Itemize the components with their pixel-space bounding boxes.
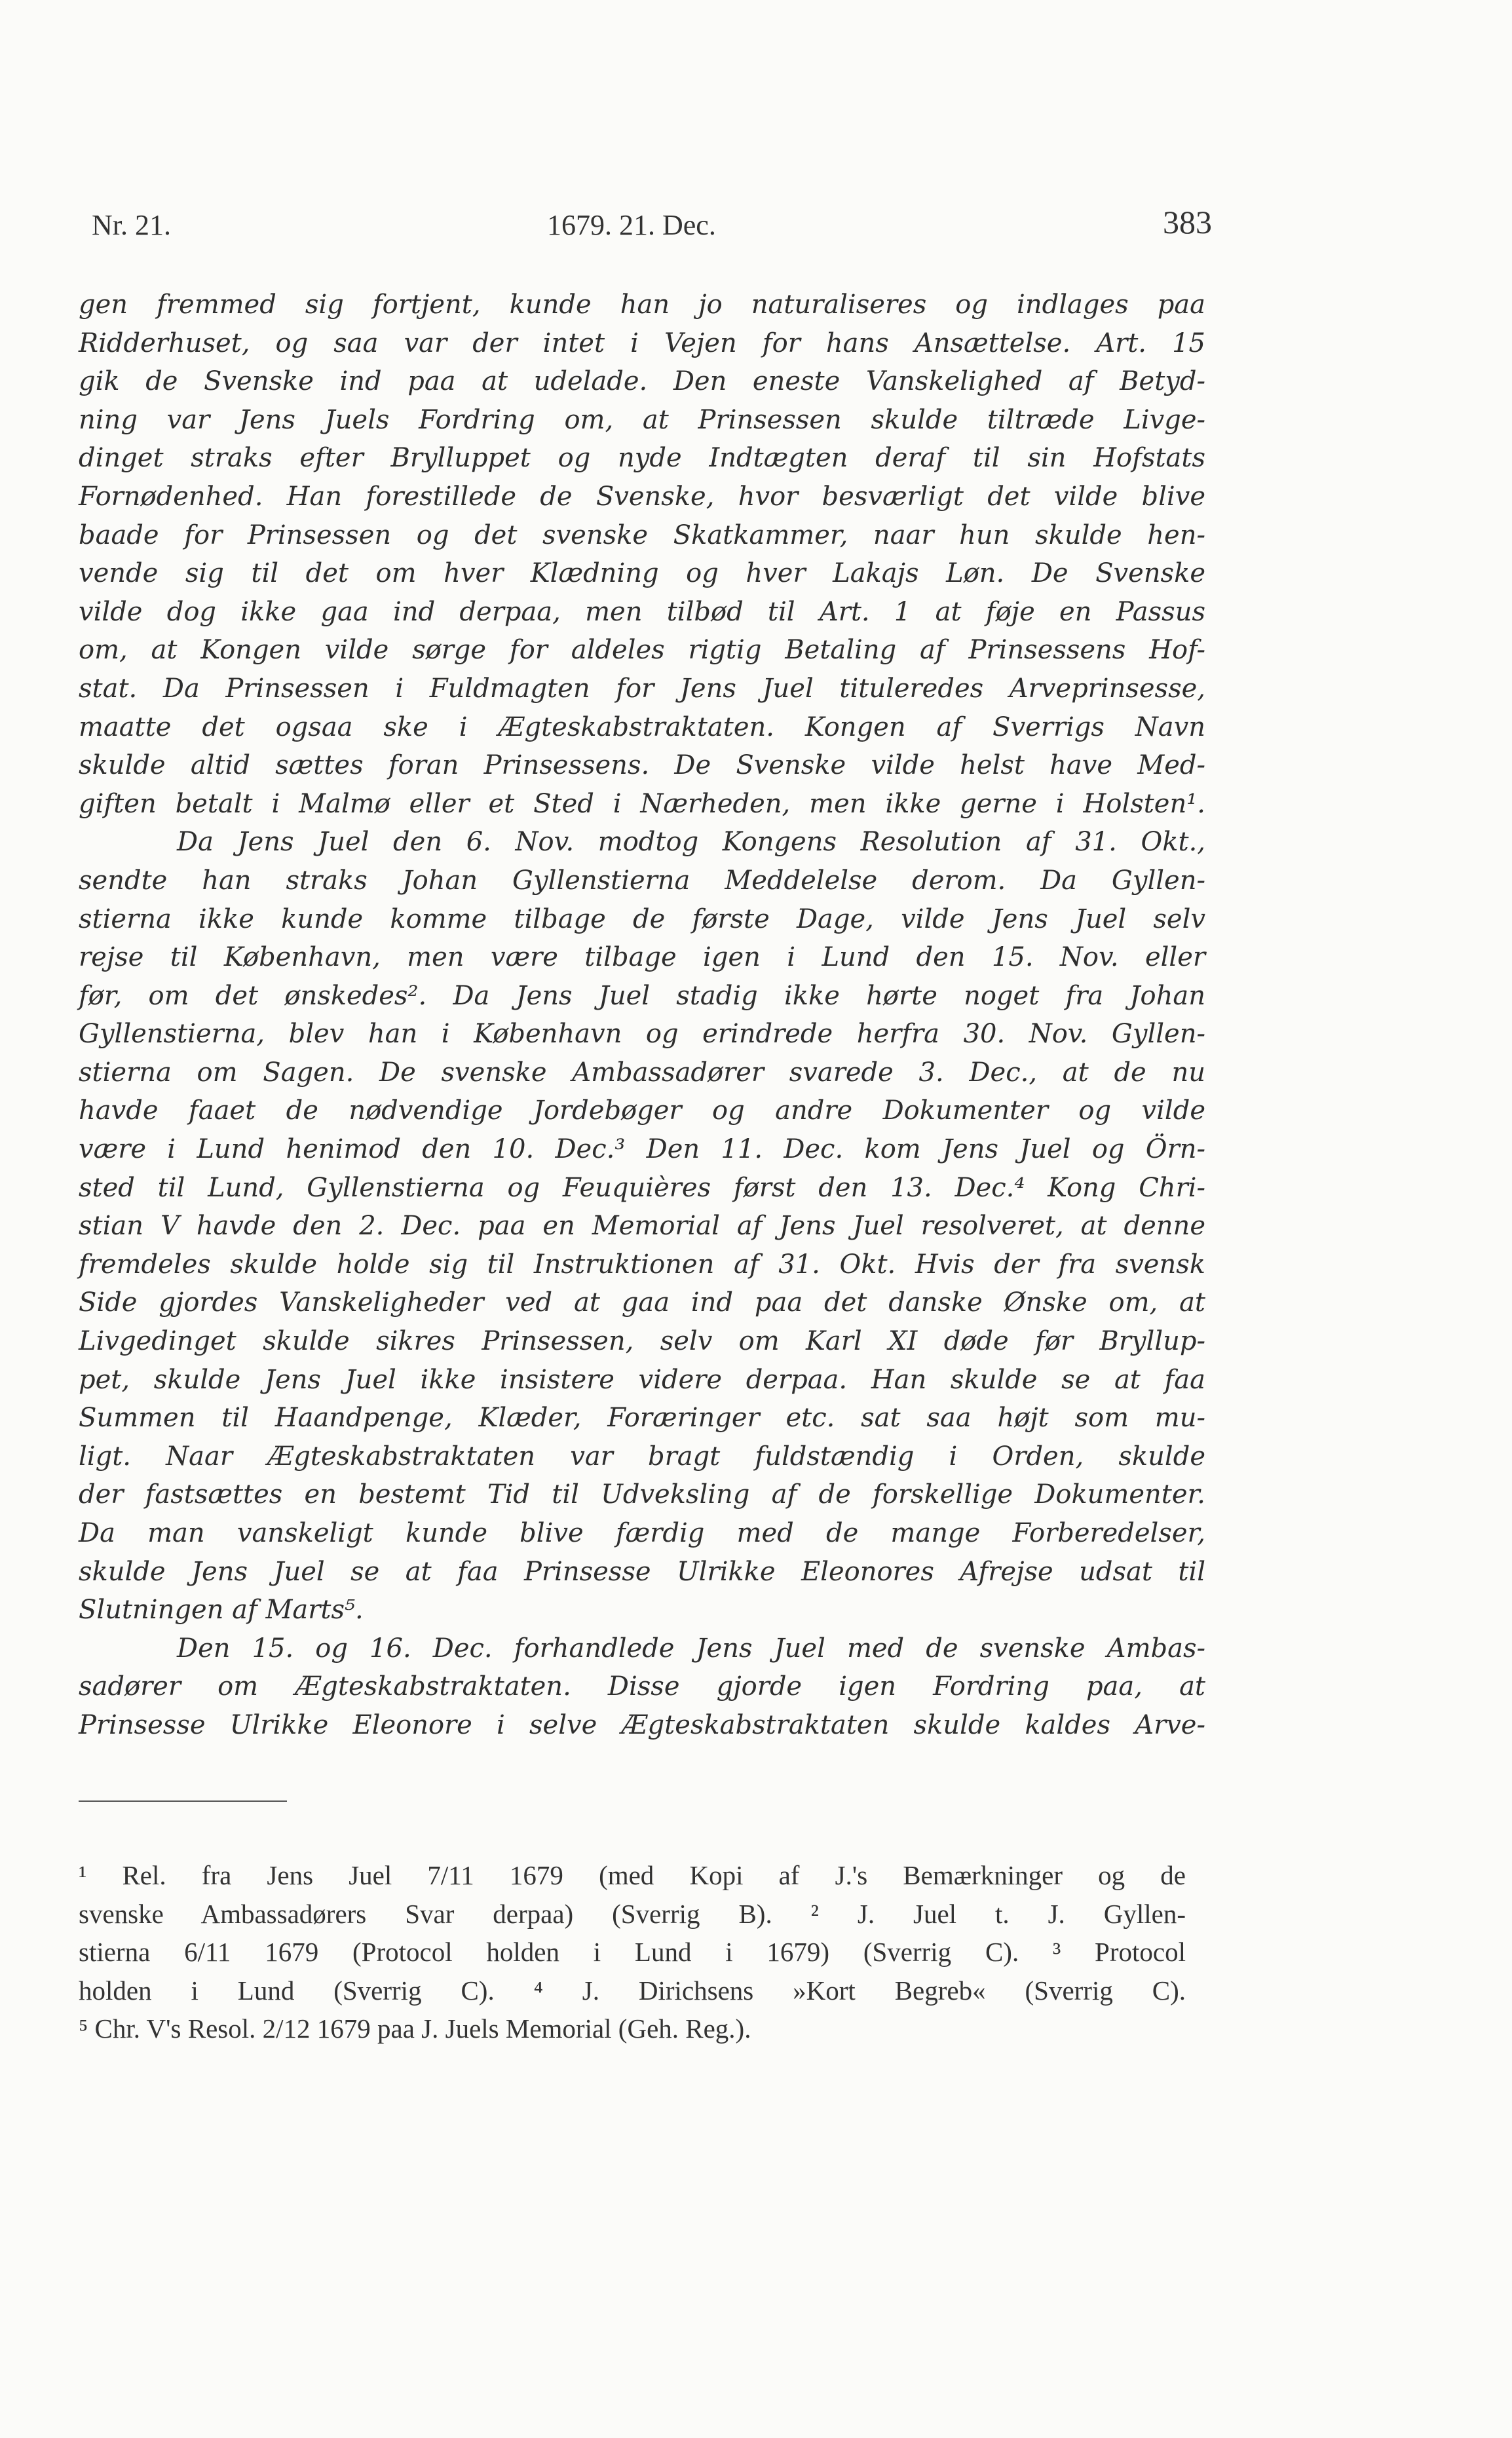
text-line: skulde altid sættes foran Prinsessens. De Svenske vilde helst have Med- xyxy=(79,750,1205,781)
text-line: Summen til Haandpenge, Klæder, Foræringer etc. sat saa højt som mu- xyxy=(79,1403,1205,1434)
text-line: Ridderhuset, og saa var der intet i Vejen for hans Ansættelse. Art. 15 xyxy=(79,328,1205,358)
text-line: Den 15. og 16. Dec. forhandlede Jens Juel med de svenske Ambas- xyxy=(177,1633,1205,1664)
text-line: havde faaet de nødvendige Jordebøger og andre Dokumenter og vilde xyxy=(79,1095,1205,1126)
text-line: pet, skulde Jens Juel ikke insistere videre derpaa. Han skulde se at faa xyxy=(79,1364,1205,1395)
text-line: fremdeles skulde holde sig til Instruktionen af 31. Okt. Hvis der fra svensk xyxy=(79,1249,1205,1280)
text-line: Da Jens Juel den 6. Nov. modtog Kongens Resolution af 31. Okt., xyxy=(177,827,1205,858)
text-line: sendte han straks Johan Gyllenstierna Meddelelse derom. Da Gyllen- xyxy=(79,865,1205,896)
text-line: om, at Kongen vilde sørge for aldeles rigtig Betaling af Prinsessens Hof- xyxy=(79,635,1205,666)
text-line: maatte det ogsaa ske i Ægteskabstraktaten. Kongen af Sverrigs Navn xyxy=(79,712,1205,742)
text-line: vilde dog ikke gaa ind derpaa, men tilbød til Art. 1 at føje en Passus xyxy=(79,596,1205,627)
text-line: Da man vanskeligt kunde blive færdig med de mange Forberedelser, xyxy=(79,1518,1205,1548)
text-line: stierna om Sagen. De svenske Ambassadører svarede 3. Dec., at de nu xyxy=(79,1057,1205,1088)
text-line: baade for Prinsessen og det svenske Skatkammer, naar hun skulde hen- xyxy=(79,520,1205,550)
header-number: Nr. 21. xyxy=(92,209,171,241)
text-line: Livgedinget skulde sikres Prinsessen, selv om Karl XI døde før Bryllup- xyxy=(79,1326,1205,1357)
text-line: dinget straks efter Brylluppet og nyde Indtægten deraf til sin Hofstats xyxy=(79,443,1205,474)
text-line: sted til Lund, Gyllenstierna og Feuquières først den 13. Dec.⁴ Kong Chri- xyxy=(79,1172,1205,1203)
text-line: skulde Jens Juel se at faa Prinsesse Ulrikke Eleonores Afrejse udsat til xyxy=(79,1556,1205,1587)
text-line: giften betalt i Malmø eller et Sted i Nærheden, men ikke gerne i Holsten¹. xyxy=(79,788,1205,819)
text-line: være i Lund henimod den 10. Dec.³ Den 11. Dec. kom Jens Juel og Örn- xyxy=(79,1134,1205,1165)
footnote-divider xyxy=(79,1800,287,1802)
text-line: Side gjordes Vanskeligheder ved at gaa ind paa det danske Ønske om, at xyxy=(79,1287,1205,1318)
text-line: rejse til København, men være tilbage igen i Lund den 15. Nov. eller xyxy=(79,942,1205,973)
header-date: 1679. 21. Dec. xyxy=(547,209,716,241)
running-header xyxy=(92,204,1212,248)
text-line: gen fremmed sig fortjent, kunde han jo naturaliseres og indlages paa xyxy=(79,290,1205,320)
footnote-line: svenske Ambassadørers Svar derpaa) (Sverrig B). ² J. Juel t. J. Gyllen- xyxy=(79,1898,1186,1929)
text-line: stat. Da Prinsessen i Fuldmagten for Jens Juel tituleredes Arveprinsesse, xyxy=(79,673,1205,704)
text-line: sadører om Ægteskabstraktaten. Disse gjorde igen Fordring paa, at xyxy=(79,1671,1205,1702)
page-number: 383 xyxy=(1163,204,1212,240)
footnote-line: stierna 6/11 1679 (Protocol holden i Lund i 1679) (Sverrig C). ³ Protocol xyxy=(79,1937,1186,1968)
text-line: vende sig til det om hver Klædning og hver Lakajs Løn. De Svenske xyxy=(79,558,1205,589)
text-line: Prinsesse Ulrikke Eleonore i selve Ægteskabstraktaten skulde kaldes Arve- xyxy=(79,1709,1205,1740)
text-line: ligt. Naar Ægteskabstraktaten var bragt fuldstændig i Orden, skulde xyxy=(79,1441,1205,1472)
footnotes xyxy=(79,1859,1186,2051)
main-text xyxy=(79,286,1205,1745)
text-line: Gyllenstierna, blev han i København og erindrede herfra 30. Nov. Gyllen- xyxy=(79,1019,1205,1050)
footnote-line: ⁵ Chr. V's Resol. 2/12 1679 paa J. Juels Memorial (Geh. Reg.). xyxy=(79,2013,751,2044)
footnote-line: ¹ Rel. fra Jens Juel 7/11 1679 (med Kopi af J.'s Bemærkninger og de xyxy=(79,1860,1186,1890)
text-line: Fornødenhed. Han forestillede de Svenske, hvor besværligt det vilde blive xyxy=(79,481,1205,512)
footnote-line: holden i Lund (Sverrig C). ⁴ J. Dirichsens »Kort Begreb« (Sverrig C). xyxy=(79,1975,1186,2006)
text-line: før, om det ønskedes². Da Jens Juel stadig ikke hørte noget fra Johan xyxy=(79,980,1205,1011)
text-line: gik de Svenske ind paa at udelade. Den eneste Vanskelighed af Betyd- xyxy=(79,366,1205,397)
text-line: stierna ikke kunde komme tilbage de første Dage, vilde Jens Juel selv xyxy=(79,904,1205,934)
text-line: ning var Jens Juels Fordring om, at Prinsessen skulde tiltræde Livge- xyxy=(79,404,1205,435)
text-line: Slutningen af Marts⁵. xyxy=(79,1595,364,1626)
text-line: stian V havde den 2. Dec. paa en Memorial af Jens Juel resolveret, at denne xyxy=(79,1211,1205,1242)
text-line: der fastsættes en bestemt Tid til Udveksling af de forskellige Dokumenter. xyxy=(79,1479,1205,1510)
